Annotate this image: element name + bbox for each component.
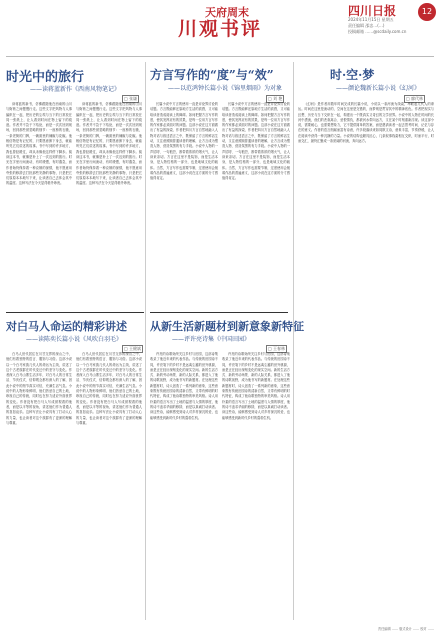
divider-1 (6, 312, 144, 313)
article-body-3: 《幻河》是作者用数年时间完成的长篇小说，小说以一条河流为线索，串联起几代人的命运。时间在这里是流动的，空间在这里是交错的，而梦则是贯穿其中的精神底色。作者把现实与幻想、历史与当下交织在一起，构建出一个既真实又奇幻的文学世界。小说中的人物在时间的长河中漂流，他们的悲欢离合、爱恨情仇，都被河水带向远方，又在某个时刻重新浮现。读这部小说，需要耐心，也需要想象力，它不提供简单的答案，而是邀请读者一起去思考时间、记忆与存在的意义。作者的语言细腻而富有诗意，许多段落读来如同散文诗，意象丰富，节奏舒缓，让人在阅读中获得一种沉静的力量。小说的结构也颇具匠心，几条叙事线索相互交织，时而平行，时而交汇，最终汇聚成一条宽阔的河流，奔向远方。 (298, 102, 434, 144)
article-body-2-col-1: 长篇小说中方言的使用一直是评论界讨论的话题。方言既能够还原地方生活的质感，又可能给读者造成阅读上的障碍。如何把握方言写作的度，使其发挥应有的效果，是每一位用方言写作的作家都必须面对的问题。这部小说在这方面做出了有益的探索，作者把四川方言自然地融入人物对话与叙述语言之中，既保留了方言的鲜活生动，又注意照顾普通读者的理解，让方言成为塑造人物、营造氛围的有力手段。小说中人物的一声招呼、一句抱怨，都带着浓浓的烟火气，让人读来亲切。方言在这里不是装饰，而是生活本身，是人物性格的一部分，也是地域文化的载体。当然，方言写作也需要节制，过度使用会削弱作品的普遍意义，这部小说在这方面的分寸感值得肯定。 (150, 102, 218, 181)
article-byline-4: □ 王健斌 (124, 346, 142, 351)
masthead (0, 0, 440, 62)
article-byline-2: □ 刘 艳 (268, 96, 283, 101)
article-title-4: 对白马人命运的精彩讲述 (6, 320, 127, 333)
article-subtitle-2: ——以范鸿钟长篇小说《锦里烟雨》为对象 (168, 85, 283, 92)
divider-2 (150, 312, 288, 313)
article-subtitle-4: ——读陈奕长篇小说《风吹白羽毛》 (26, 336, 123, 343)
article-title-2: 方言写作的“度”与“效” (150, 68, 274, 82)
article-body-1-col-1: 读蒋蓝的新书，仿佛跟随他在西南的山川与街巷之间慢慢行走。这些文字把风物与人事编织在一起，把历史的尘埃与当下的日常放在同一张纸上，让人看到时间在物上留下的痕迹。作者并不急于下结论，而是一次次回到现场，回到那些被忽略的细节：一座桥的石缝，一条老街的门牌，一碗面里的辣椒与花椒。他相信物是有记忆的，只要愿意俯下身去，就能听见它们讲述的故事。书中写到的许多地方，我也曾经路过，却从未像他这样停下脚步。阅读这本书，就像是补上了一次迟到的旅行。时光在字里行间流动，有时缓慢，有时湍急，而作者始终保持着一种克制的深情，他不愿意用夸张的修辞去打扰那些安静的事物，只是把它们原原本本地写下来，让读者自己去体会其中的温度。这种写法在今天显得格外珍贵。 (6, 102, 72, 186)
top-rule (6, 56, 434, 57)
date-line: 2024年11月15日 星期五 (348, 17, 394, 22)
email-line: 投稿邮箱 ……@scdaily.com.cn (348, 29, 407, 34)
editor-line: 责任编辑 邵忠…(…) (348, 23, 385, 28)
article-title-1: 时光中的旅行 (6, 70, 85, 85)
article-body-1-col-2: 读蒋蓝的新书，仿佛跟随他在西南的山川与街巷之间慢慢行走。这些文字把风物与人事编织在一起，把历史的尘埃与当下的日常放在同一张纸上，让人看到时间在物上留下的痕迹。作者并不急于下结论，而是一次次回到现场，回到那些被忽略的细节：一座桥的石缝，一条老街的门牌，一碗面里的辣椒与花椒。他相信物是有记忆的，只要愿意俯下身去，就能听见它们讲述的故事。书中写到的许多地方，我也曾经路过，却从未像他这样停下脚步。阅读这本书，就像是补上了一次迟到的旅行。时光在字里行间流动，有时缓慢，有时湍急，而作者始终保持着一种克制的深情，他不愿意用夸张的修辞去打扰那些安静的事物，只是把它们原原本本地写下来，让读者自己去体会其中的温度。这种写法在今天显得格外珍贵。 (76, 102, 142, 186)
brand-name: 天府周末 (205, 6, 249, 19)
article-body-5-col-2: 许亮的诗歌始终关注乡村与田园，这部诗集收录了他近年来的代表作品。与传统的田园诗不同，许亮笔下的乡村不是远离尘嚣的世外桃源，而是正在经历深刻变化的现实空间。新的生活方式、新的劳动场景、新的人际关系，都进入了他的诗歌视野，成为他书写的新题材。在处理这些新题材时，诗人创造了一系列新的意象，这些意象既有传统田园诗的清新自然，又带有鲜明的时代特征，构成了他诗歌独特的审美风格。诗人用朴素的语言写出了土地的温度与人情的厚度，他的诗不追求华丽的修辞，而是以真诚打动读者。读这些诗，能够感受到诗人对乡村深沉的爱，也能够感受到新时代乡村的蓬勃生机。 (222, 352, 290, 420)
article-title-3: 时·空·梦 (330, 68, 375, 82)
article-subtitle-5: ——评许亮诗集《中国田园》 (172, 336, 251, 343)
column-rule-1 (145, 62, 146, 620)
article-body-2-col-2: 长篇小说中方言的使用一直是评论界讨论的话题。方言既能够还原地方生活的质感，又可能给读者造成阅读上的障碍。如何把握方言写作的度，使其发挥应有的效果，是每一位用方言写作的作家都必须面对的问题。这部小说在这方面做出了有益的探索，作者把四川方言自然地融入人物对话与叙述语言之中，既保留了方言的鲜活生动，又注意照顾普通读者的理解，让方言成为塑造人物、营造氛围的有力手段。小说中人物的一声招呼、一句抱怨，都带着浓浓的烟火气，让人读来亲切。方言在这里不是装饰，而是生活本身，是人物性格的一部分，也是地域文化的载体。当然，方言写作也需要节制，过度使用会削弱作品的普遍意义，这部小说在这方面的分寸感值得肯定。 (222, 102, 290, 181)
article-byline-1: □ 张谦 (124, 96, 138, 101)
column-rule-2 (293, 62, 294, 620)
footer-credits: 责任编辑 …… 版式设计 …… 校对 …… (377, 627, 434, 631)
article-subtitle-3: ——颜论魏新长篇小说《幻河》 (336, 85, 421, 92)
article-body-4-col-2: 白马人世代居住在川甘交界的深山之中，他们有着独特的语言、服饰与习俗。这部小说以一个白马家族几代人的命运为主线，讲述了这个古老族群在时代变迁中的坚守与变化。作者深入白马山寨生活多年，对白马人的日常生活、节庆仪式、信仰观念都有深入的了解，因此小说中的细节真实可信，充满生活气息。小说中的人物形象鲜明，他们热爱自己的土地，珍视自己的传统，同时也在努力适应外面世界的变化。作者没有把白马人写成被观看的他者，而是以平等的视角，讲述他们作为普通人的喜怒哀乐。这种写法让小说具有了打动人心的力量，也让读者对这个族群有了更深的理解与尊重。 (76, 352, 142, 425)
article-body-5-col-1: 许亮的诗歌始终关注乡村与田园，这部诗集收录了他近年来的代表作品。与传统的田园诗不同，许亮笔下的乡村不是远离尘嚣的世外桃源，而是正在经历深刻变化的现实空间。新的生活方式、新的劳动场景、新的人际关系，都进入了他的诗歌视野，成为他书写的新题材。在处理这些新题材时，诗人创造了一系列新的意象，这些意象既有传统田园诗的清新自然，又带有鲜明的时代特征，构成了他诗歌独特的审美风格。诗人用朴素的语言写出了土地的温度与人情的厚度，他的诗不追求华丽的修辞，而是以真诚打动读者。读这些诗，能够感受到诗人对乡村深沉的爱，也能够感受到新时代乡村的蓬勃生机。 (150, 352, 218, 420)
article-byline-5: □ 王春林 (268, 346, 286, 351)
article-subtitle-1: ——读蒋蓝新作《西南风物笔记》 (30, 86, 121, 93)
article-title-5: 从新生活新题材到新意象新特征 (150, 320, 304, 333)
paper-name: 四川日报 (348, 4, 397, 18)
page-number-badge: 12 (418, 3, 436, 21)
section-title: 川观书评 (178, 18, 263, 40)
article-body-4-col-1: 白马人世代居住在川甘交界的深山之中，他们有着独特的语言、服饰与习俗。这部小说以一个白马家族几代人的命运为主线，讲述了这个古老族群在时代变迁中的坚守与变化。作者深入白马山寨生活多年，对白马人的日常生活、节庆仪式、信仰观念都有深入的了解，因此小说中的细节真实可信，充满生活气息。小说中的人物形象鲜明，他们热爱自己的土地，珍视自己的传统，同时也在努力适应外面世界的变化。作者没有把白马人写成被观看的他者，而是以平等的视角，讲述他们作为普通人的喜怒哀乐。这种写法让小说具有了打动人心的力量，也让读者对这个族群有了更深的理解与尊重。 (6, 352, 72, 425)
article-byline-3: □ 廖代林 (406, 96, 424, 101)
